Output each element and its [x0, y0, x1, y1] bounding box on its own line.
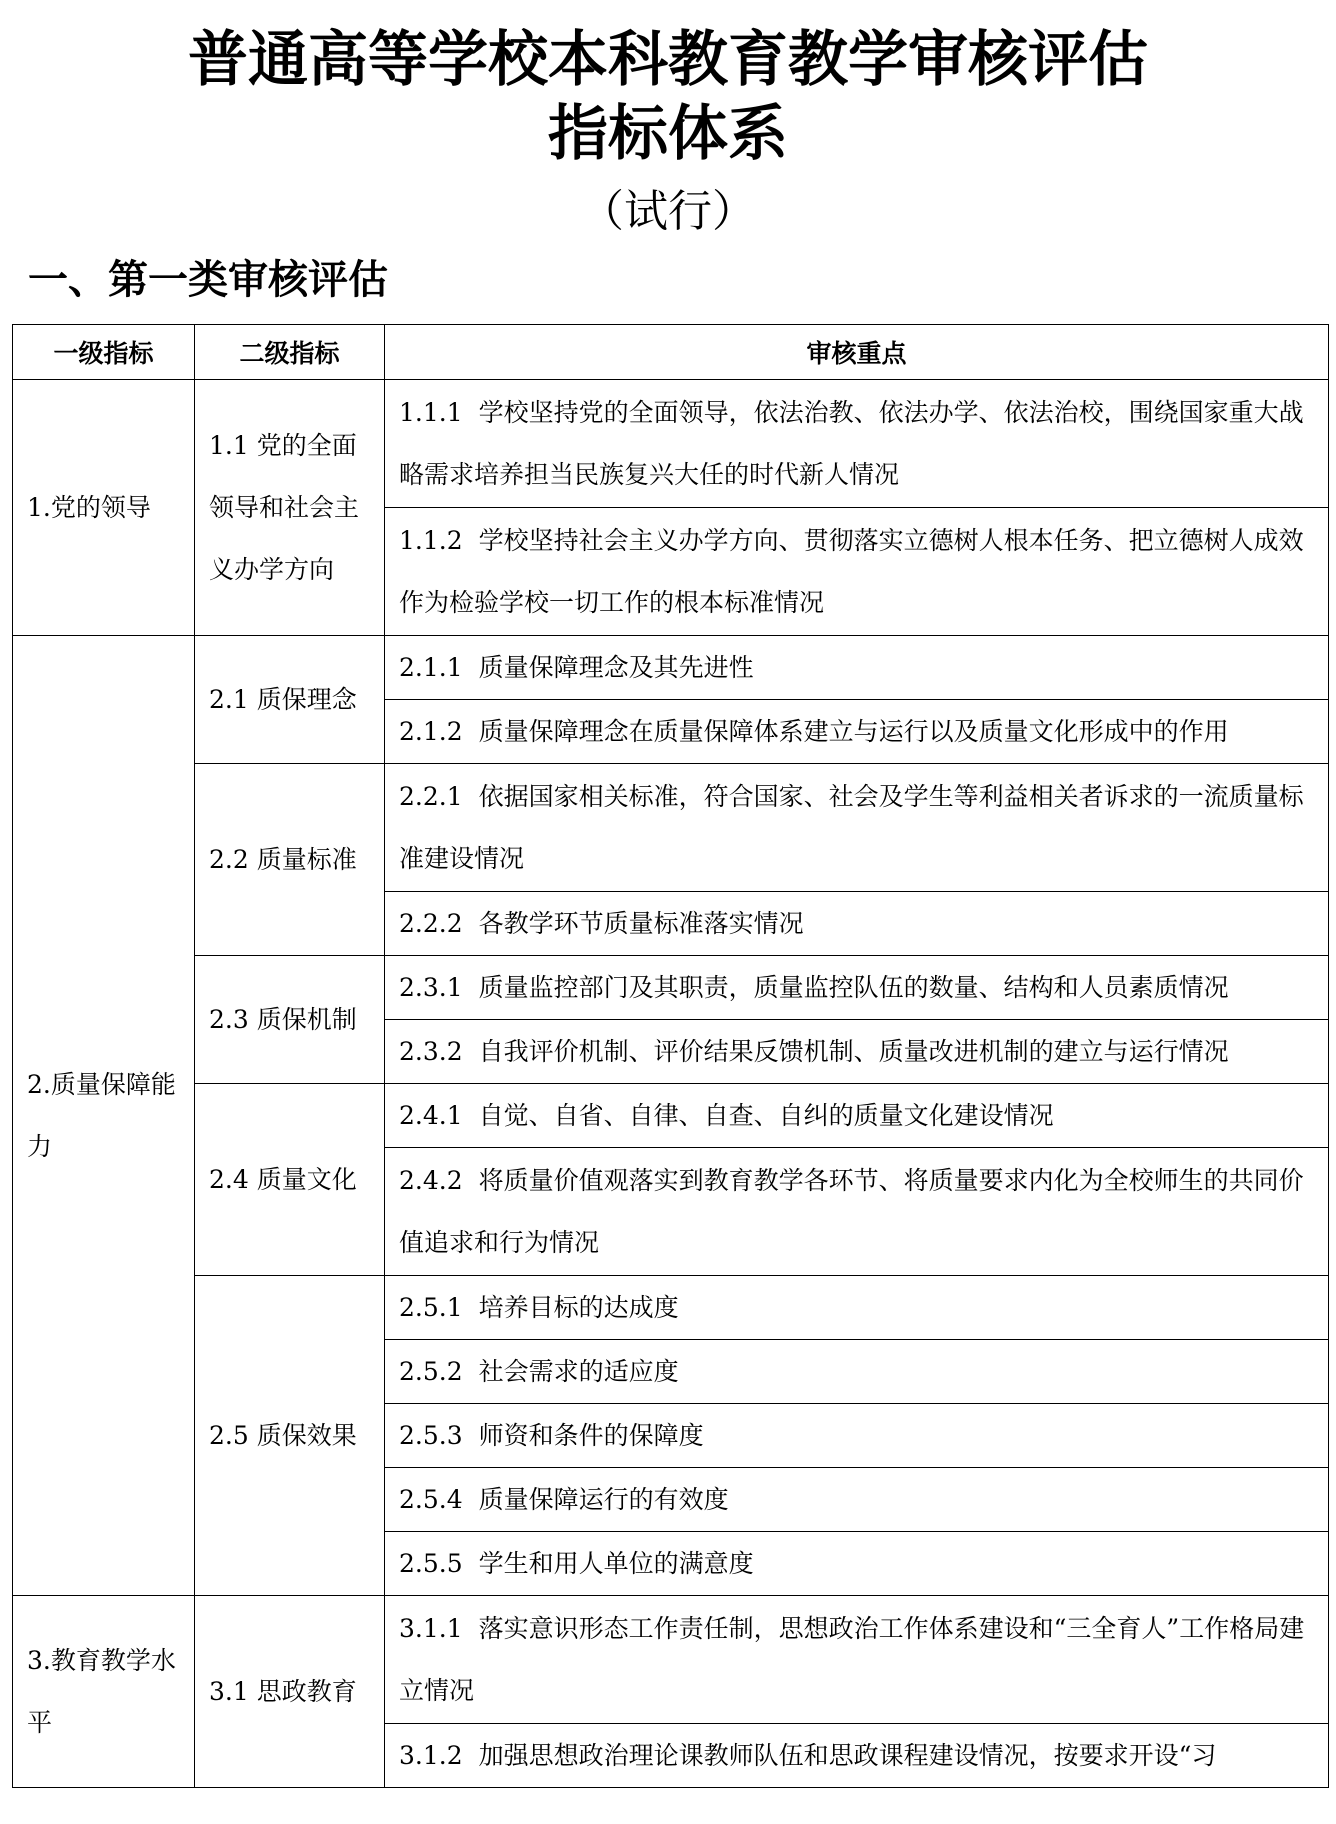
focus-text: 培养目标的达成度 [478, 1292, 679, 1322]
focus-text: 自我评价机制、评价结果反馈机制、质量改进机制的建立与运行情况 [478, 1036, 1229, 1066]
focus-cell [385, 764, 1329, 892]
focus-cell [385, 1148, 1329, 1276]
focus-cell [385, 636, 1329, 700]
header-level2: 二级指标 [195, 325, 385, 380]
focus-code: 2.2.2 [399, 908, 463, 938]
focus-cell [385, 892, 1329, 956]
document-subtitle: （试行） [580, 186, 756, 237]
focus-code: 2.5.3 [399, 1420, 463, 1450]
table-row [13, 380, 1329, 508]
focus-cell [385, 1404, 1329, 1468]
level2-cell: 1.1 党的全面领导和社会主义办学方向 [195, 380, 385, 636]
focus-cell [385, 1084, 1329, 1148]
focus-cell [385, 700, 1329, 764]
focus-text: 师资和条件的保障度 [478, 1420, 704, 1450]
focus-text: 质量保障理念及其先进性 [478, 652, 754, 682]
focus-text: 学校坚持党的全面领导，依法治教、依法办学、依法治校，围绕国家重大战略需求培养担当民族复兴大任的时代新人情况 [399, 397, 1304, 489]
level2-cell: 2.4 质量文化 [195, 1084, 385, 1276]
level2-cell: 3.1 思政教育 [195, 1596, 385, 1788]
focus-code: 2.4.2 [399, 1165, 463, 1195]
criteria-table [12, 324, 1329, 1788]
focus-text: 各教学环节质量标准落实情况 [478, 908, 804, 938]
level2-cell: 2.3 质保机制 [195, 956, 385, 1084]
level1-cell: 2.质量保障能力 [13, 636, 195, 1596]
focus-code: 3.1.1 [399, 1613, 463, 1643]
focus-cell [385, 1532, 1329, 1596]
focus-code: 2.1.1 [399, 652, 463, 682]
focus-code: 3.1.2 [399, 1740, 463, 1770]
level2-cell: 2.2 质量标准 [195, 764, 385, 956]
focus-text: 质量保障理念在质量保障体系建立与运行以及质量文化形成中的作用 [478, 716, 1229, 746]
focus-cell [385, 1020, 1329, 1084]
table-row [13, 1276, 1329, 1340]
focus-cell [385, 1276, 1329, 1340]
header-level1: 一级指标 [13, 325, 195, 380]
focus-code: 2.5.4 [399, 1484, 463, 1514]
level1-cell: 1.党的领导 [13, 380, 195, 636]
focus-code: 2.5.2 [399, 1356, 463, 1386]
focus-text: 将质量价值观落实到教育教学各环节、将质量要求内化为全校师生的共同价值追求和行为情况 [399, 1165, 1304, 1257]
focus-code: 2.1.2 [399, 716, 463, 746]
level2-cell: 2.1 质保理念 [195, 636, 385, 764]
document-title: 普通高等学校本科教育教学审核评估 [188, 25, 1148, 95]
document-title-line2: 指标体系 [548, 99, 788, 169]
focus-code: 1.1.2 [399, 525, 463, 555]
focus-cell [385, 380, 1329, 508]
table-row [13, 956, 1329, 1020]
level2-cell: 2.5 质保效果 [195, 1276, 385, 1596]
focus-code: 2.4.1 [399, 1100, 463, 1130]
focus-code: 1.1.1 [399, 397, 463, 427]
level1-cell: 3.教育教学水平 [13, 1596, 195, 1788]
focus-cell [385, 1724, 1329, 1788]
table-row [13, 764, 1329, 892]
focus-text: 学校坚持社会主义办学方向、贯彻落实立德树人根本任务、把立德树人成效作为检验学校一切工作的根本标准情况 [399, 525, 1304, 617]
table-row [13, 636, 1329, 700]
focus-cell [385, 1340, 1329, 1404]
table-header-row [13, 325, 1329, 380]
focus-code: 2.5.1 [399, 1292, 463, 1322]
focus-code: 2.2.1 [399, 781, 463, 811]
focus-text: 学生和用人单位的满意度 [478, 1548, 754, 1578]
focus-text: 质量保障运行的有效度 [478, 1484, 729, 1514]
focus-code: 2.5.5 [399, 1548, 463, 1578]
section-heading: 一、第一类审核评估 [28, 257, 388, 303]
focus-cell [385, 956, 1329, 1020]
focus-cell [385, 1468, 1329, 1532]
header-focus: 审核重点 [385, 325, 1329, 380]
focus-text: 自觉、自省、自律、自查、自纠的质量文化建设情况 [478, 1100, 1054, 1130]
focus-text: 质量监控部门及其职责，质量监控队伍的数量、结构和人员素质情况 [478, 972, 1229, 1002]
focus-code: 2.3.2 [399, 1036, 463, 1066]
focus-text: 加强思想政治理论课教师队伍和思政课程建设情况，按要求开设“习 [478, 1740, 1217, 1770]
table-row [13, 1596, 1329, 1724]
focus-text: 社会需求的适应度 [478, 1356, 679, 1386]
focus-text: 依据国家相关标准，符合国家、社会及学生等利益相关者诉求的一流质量标准建设情况 [399, 781, 1304, 873]
focus-text: 落实意识形态工作责任制，思想政治工作体系建设和“三全育人”工作格局建立情况 [399, 1613, 1305, 1705]
focus-cell [385, 508, 1329, 636]
focus-code: 2.3.1 [399, 972, 463, 1002]
focus-cell [385, 1596, 1329, 1724]
table-row [13, 1084, 1329, 1148]
